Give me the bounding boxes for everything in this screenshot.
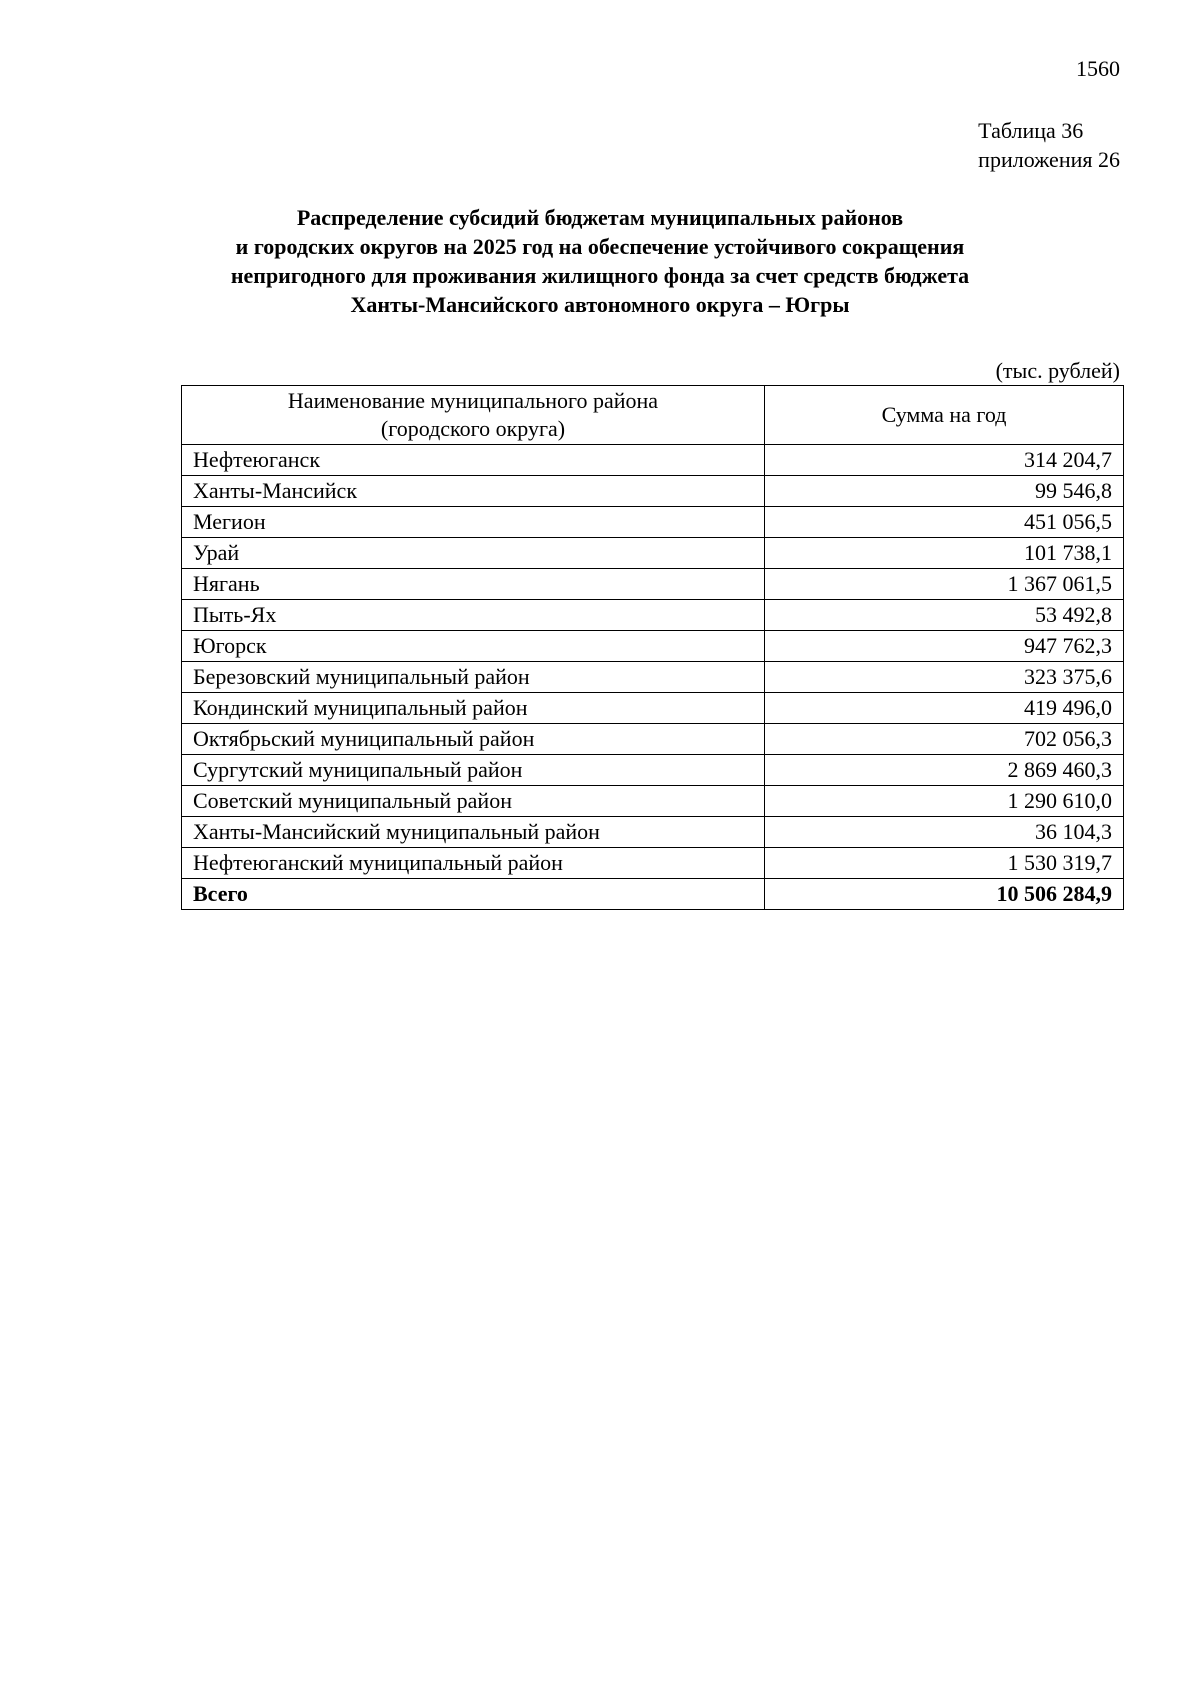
table-row	[182, 445, 1124, 476]
row-name: Пыть-Ях	[182, 600, 765, 631]
row-name: Урай	[182, 538, 765, 569]
table-row	[182, 817, 1124, 848]
table-caption-line: Таблица 36	[978, 118, 1084, 143]
table-row	[182, 631, 1124, 662]
row-amount: 323 375,6	[765, 662, 1124, 693]
column-header-name-line: (городского округа)	[380, 416, 566, 441]
row-name: Нягань	[182, 569, 765, 600]
row-name: Кондинский муниципальный район	[182, 693, 765, 724]
row-name: Мегион	[182, 507, 765, 538]
table-row	[182, 476, 1124, 507]
table-caption-line: приложения 26	[978, 147, 1120, 172]
row-amount: 36 104,3	[765, 817, 1124, 848]
row-amount: 451 056,5	[765, 507, 1124, 538]
row-name: Березовский муниципальный район	[182, 662, 765, 693]
table-row	[182, 538, 1124, 569]
document-title-line: и городских округов на 2025 год на обеспечение устойчивого сокращения	[235, 234, 965, 259]
row-name: Советский муниципальный район	[182, 786, 765, 817]
table-row	[182, 569, 1124, 600]
column-header-name	[182, 386, 765, 445]
total-label: Всего	[182, 879, 765, 910]
page-number: 1560	[1076, 56, 1120, 81]
document-title	[140, 203, 1060, 319]
row-name: Ханты-Мансийский муниципальный район	[182, 817, 765, 848]
row-name: Нефтеюганск	[182, 445, 765, 476]
row-amount: 947 762,3	[765, 631, 1124, 662]
row-amount: 702 056,3	[765, 724, 1124, 755]
units-label: (тыс. рублей)	[995, 358, 1120, 383]
column-header-name-line: Наименование муниципального района	[287, 388, 659, 413]
row-name: Нефтеюганский муниципальный район	[182, 848, 765, 879]
row-amount: 2 869 460,3	[765, 755, 1124, 786]
table-row	[182, 600, 1124, 631]
table-row	[182, 724, 1124, 755]
row-name: Югорск	[182, 631, 765, 662]
row-name: Октябрьский муниципальный район	[182, 724, 765, 755]
table-row	[182, 662, 1124, 693]
document-title-line: Ханты-Мансийского автономного округа – Югры	[350, 292, 850, 317]
row-name: Ханты-Мансийск	[182, 476, 765, 507]
document-title-line: Распределение субсидий бюджетам муниципальных районов	[296, 205, 904, 230]
row-amount: 419 496,0	[765, 693, 1124, 724]
table-row	[182, 786, 1124, 817]
row-amount: 1 530 319,7	[765, 848, 1124, 879]
table-row	[182, 755, 1124, 786]
table-total-row	[182, 879, 1124, 910]
table-row	[182, 848, 1124, 879]
table-row	[182, 507, 1124, 538]
row-amount: 53 492,8	[765, 600, 1124, 631]
row-amount: 101 738,1	[765, 538, 1124, 569]
total-amount: 10 506 284,9	[765, 879, 1124, 910]
table-caption	[978, 116, 1120, 174]
row-name: Сургутский муниципальный район	[182, 755, 765, 786]
row-amount: 314 204,7	[765, 445, 1124, 476]
table-body	[182, 445, 1124, 910]
subsidy-table	[181, 385, 1124, 910]
row-amount: 99 546,8	[765, 476, 1124, 507]
row-amount: 1 367 061,5	[765, 569, 1124, 600]
row-amount: 1 290 610,0	[765, 786, 1124, 817]
document-title-line: непригодного для проживания жилищного фонда за счет средств бюджета	[230, 263, 970, 288]
column-header-amount: Сумма на год	[765, 386, 1124, 445]
table-row	[182, 693, 1124, 724]
table-header-row	[182, 386, 1124, 445]
